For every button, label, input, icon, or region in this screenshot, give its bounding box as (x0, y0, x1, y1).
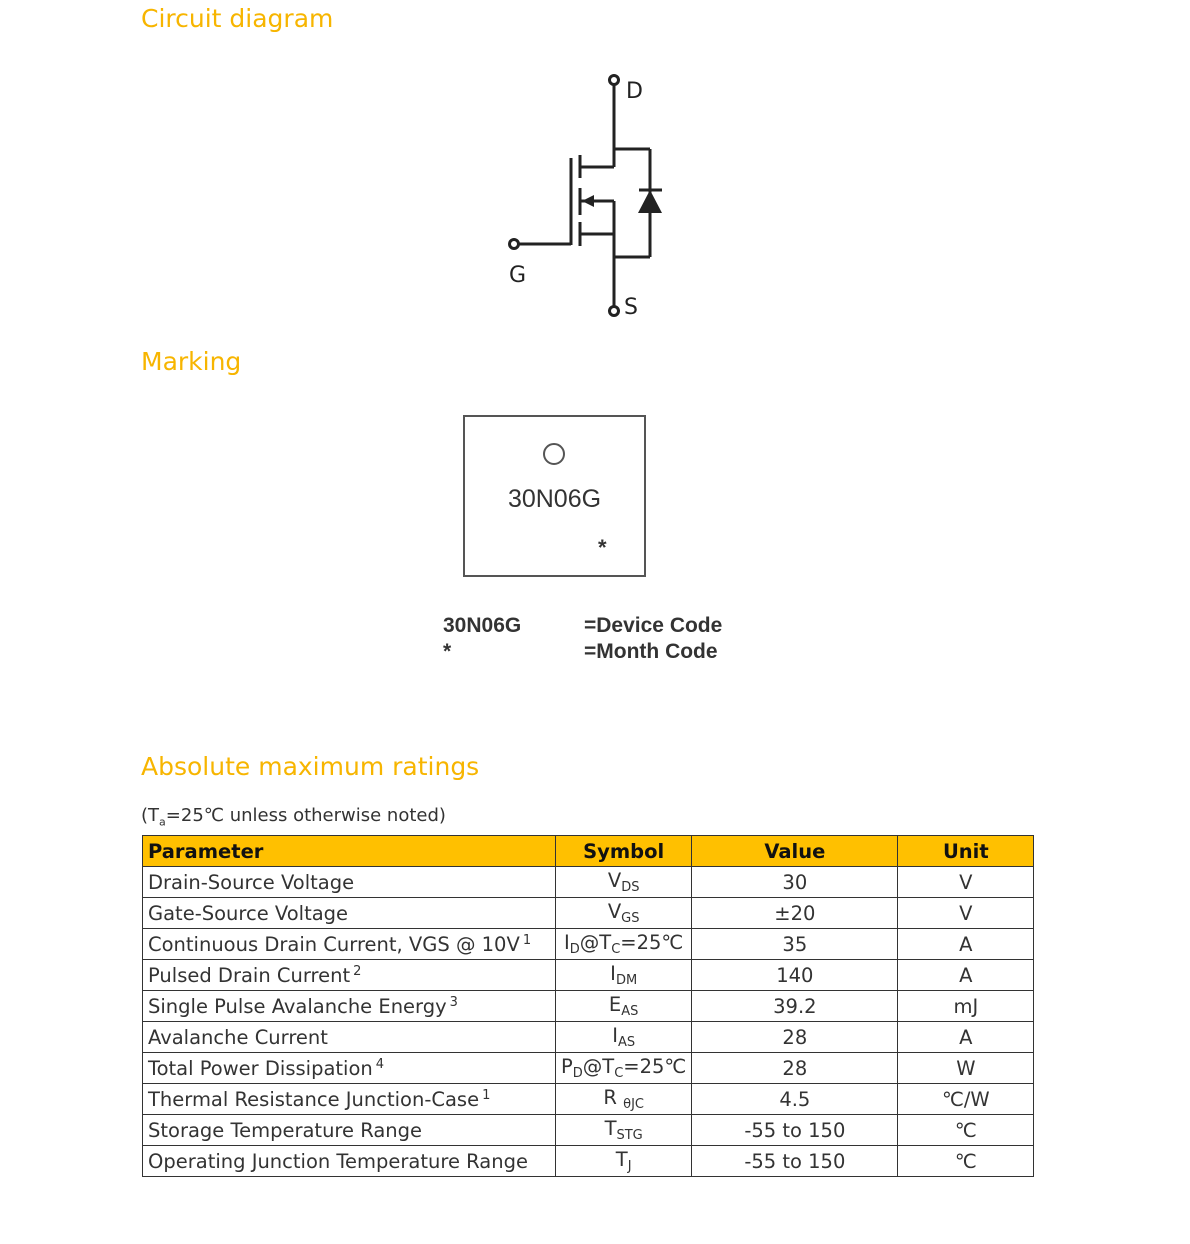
legend-key-device: 30N06G (443, 614, 522, 637)
unit-cell: A (898, 1022, 1034, 1053)
value-cell: 4.5 (692, 1084, 898, 1115)
table-row (143, 1146, 1034, 1177)
value-cell: -55 to 150 (692, 1115, 898, 1146)
symbol-cell: R $_{\theta JC}$ (556, 1084, 692, 1115)
table-row (143, 991, 1034, 1022)
value-cell: -55 to 150 (692, 1146, 898, 1177)
parameter-cell: Pulsed Drain Current $^2$ (143, 960, 556, 991)
pin1-dot-icon (543, 443, 565, 465)
legend-month-code: =Month Code (584, 640, 718, 663)
ratings-table-body (143, 867, 1034, 1177)
value-cell: 28 (692, 1053, 898, 1084)
drain-label: D (626, 79, 643, 104)
value-cell: 140 (692, 960, 898, 991)
header-parameter: Parameter (143, 836, 556, 867)
parameter-cell: Total Power Dissipation $^4$ (143, 1053, 556, 1084)
table-row (143, 929, 1034, 960)
parameter-cell: Avalanche Current (143, 1022, 556, 1053)
unit-cell: W (898, 1053, 1034, 1084)
symbol-cell: $P_D@T_C=25℃$ (556, 1053, 692, 1084)
footnote-ref: 2 (353, 963, 362, 979)
footnote-ref: 1 (522, 932, 532, 948)
legend-device-code: =Device Code (584, 614, 723, 637)
package-device-code: 30N06G (507, 485, 602, 513)
parameter-cell: Gate-Source Voltage (143, 898, 556, 929)
parameter-cell: Storage Temperature Range (143, 1115, 556, 1146)
ratings-title: Absolute maximum ratings (141, 752, 480, 781)
parameter-cell: Drain-Source Voltage (143, 867, 556, 898)
value-cell: 28 (692, 1022, 898, 1053)
unit-cell: V (898, 898, 1034, 929)
value-cell: 39.2 (692, 991, 898, 1022)
unit-cell: A (898, 960, 1034, 991)
absolute-max-ratings-table (142, 835, 1034, 1177)
symbol-cell: $I_D@T_C=25℃$ (556, 929, 692, 960)
symbol-cell: $E_{AS}$ (556, 991, 692, 1022)
table-row (143, 1053, 1034, 1084)
symbol-cell: $T_J$ (556, 1146, 692, 1177)
parameter-cell: Thermal Resistance Junction-Case $^1$ (143, 1084, 556, 1115)
unit-cell: mJ (898, 991, 1034, 1022)
ratings-condition-note: ($T_a=25℃$ unless otherwise noted) (141, 805, 446, 829)
value-cell: 30 (692, 867, 898, 898)
value-cell: ±20 (692, 898, 898, 929)
mosfet-circuit-diagram (500, 70, 680, 325)
circuit-diagram-title: Circuit diagram (141, 4, 334, 33)
table-row (143, 1115, 1034, 1146)
footnote-ref: 1 (482, 1087, 491, 1103)
header-symbol: Symbol (556, 836, 692, 867)
symbol-cell: $V_{GS}$ (556, 898, 692, 929)
footnote-ref: 3 (449, 994, 458, 1010)
unit-cell: V (898, 867, 1034, 898)
header-unit: Unit (898, 836, 1034, 867)
unit-cell: ℃ (898, 1146, 1034, 1177)
gate-label: G (509, 263, 527, 288)
table-row (143, 898, 1034, 929)
parameter-cell: Operating Junction Temperature Range (143, 1146, 556, 1177)
symbol-cell: $I_{DM}$ (556, 960, 692, 991)
unit-cell: A (898, 929, 1034, 960)
table-row (143, 1084, 1034, 1115)
package-marking (463, 415, 646, 577)
legend-key-month: * (443, 640, 452, 663)
table-row (143, 960, 1034, 991)
symbol-cell: $T_{STG}$ (556, 1115, 692, 1146)
unit-cell: ℃/W (898, 1084, 1034, 1115)
unit-cell: ℃ (898, 1115, 1034, 1146)
source-label: S (624, 295, 638, 320)
parameter-cell: Single Pulse Avalanche Energy $^3$ (143, 991, 556, 1022)
table-row (143, 1022, 1034, 1053)
symbol-cell: $I_{AS}$ (556, 1022, 692, 1053)
marking-title: Marking (141, 347, 242, 376)
footnote-ref: 4 (375, 1056, 385, 1072)
parameter-cell: Continuous Drain Current, VGS @ 10V $^1$ (143, 929, 556, 960)
header-value: Value (692, 836, 898, 867)
value-cell: 35 (692, 929, 898, 960)
package-month-code: * (598, 535, 607, 560)
table-row (143, 867, 1034, 898)
symbol-cell: $V_{DS}$ (556, 867, 692, 898)
table-header-row (143, 836, 1034, 867)
